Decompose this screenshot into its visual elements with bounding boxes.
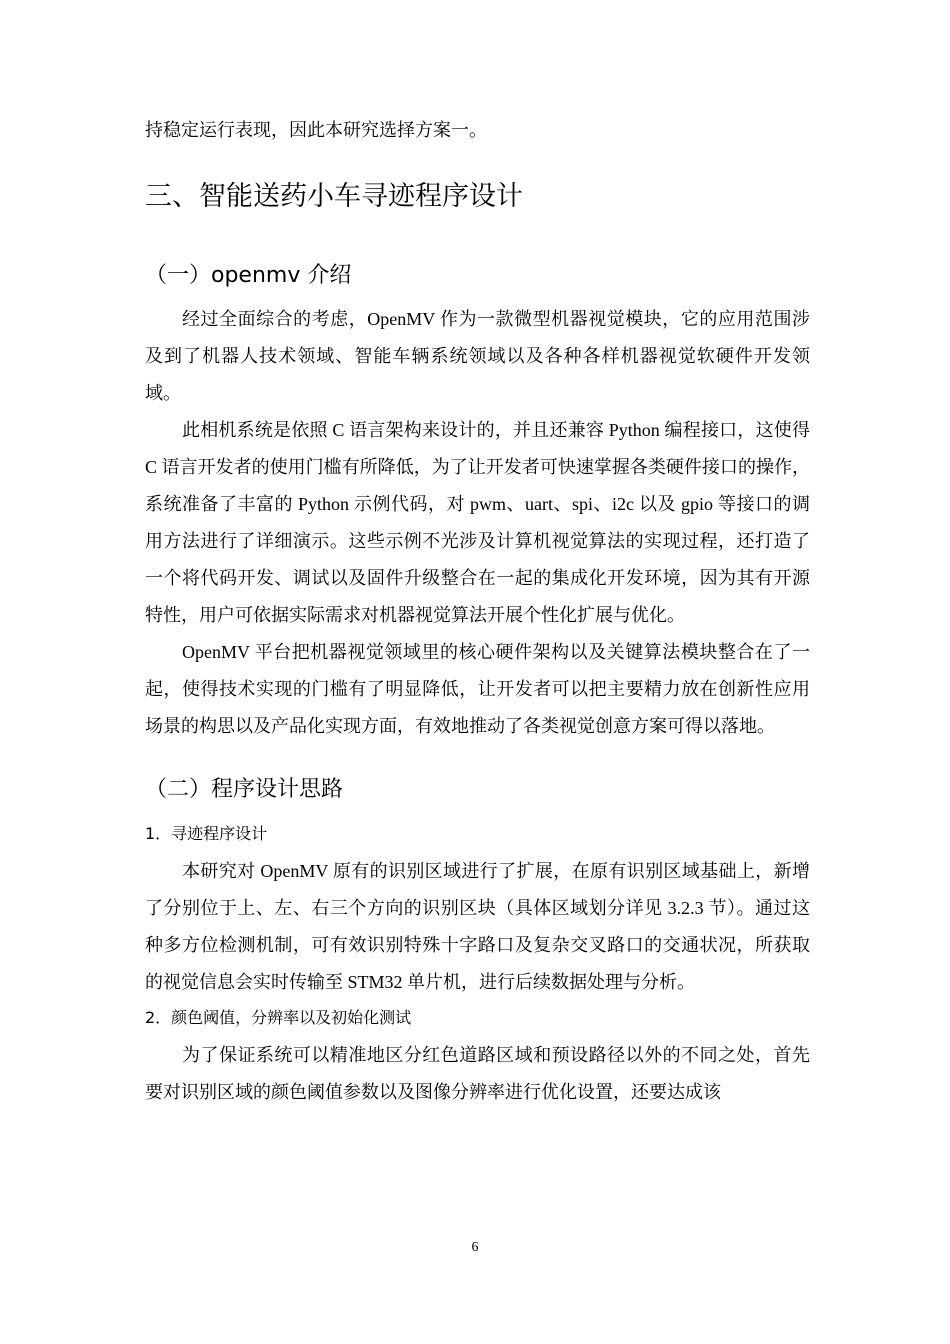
body-paragraph: 经过全面综合的考虑，OpenMV 作为一款微型机器视觉模块，它的应用范围涉及到了机器人技术领域、智能车辆系统领域以及各种各样机器视觉软硬件开发领域。 xyxy=(145,309,810,403)
body-paragraph: 此相机系统是依照 C 语言架构来设计的，并且还兼容 Python 编程接口，这使得 C 语言开发者的使用门槛有所降低，为了让开发者可快速掌握各类硬件接口的操作，系统准备了丰富的 Python 示例代码，对 pwm、uart、spi、i2c 以及 gpio 等接口的调用方法进行了详细演示。这些示例不光涉及计算机视觉算法的实现过程，还打造了一个将代码开发、调试以及固件升级整合在一起的集成化开发环境，因为其有开源特性，用户可依据实际需求对机器视觉算法开展个性化扩展与优化。 xyxy=(145,420,810,625)
section-title-openmv: （一）openmv 介绍 xyxy=(145,263,352,288)
section-title-design: （二）程序设计思路 xyxy=(145,777,344,802)
page-content xyxy=(145,112,810,1111)
body-paragraph: OpenMV 平台把机器视觉领域里的核心硬件架构以及关键算法模块整合在了一起，使得技术实现的门槛有了明显降低，让开发者可以把主要精力放在创新性应用场景的构思以及产品化实现方面，有效地推动了各类视觉创意方案可得以落地。 xyxy=(145,642,810,736)
subsection-title-tracking: 1．寻迹程序设计 xyxy=(145,824,268,843)
body-paragraph: 本研究对 OpenMV 原有的识别区域进行了扩展，在原有识别区域基础上，新增了分别位于上、左、右三个方向的识别区块（具体区域划分详见 3.2.3 节）。通过这种多方位检测机制，可有效识别特殊十字路口及复杂交叉路口的交通状况，所获取的视觉信息会实时传输至 STM32 单片机，进行后续数据处理与分析。 xyxy=(145,861,810,992)
page-number: 6 xyxy=(471,1240,479,1255)
subsection-title-threshold: 2．颜色阈值，分辨率以及初始化测试 xyxy=(145,1008,412,1027)
lead-paragraph: 持稳定运行表现，因此本研究选择方案一。 xyxy=(145,120,487,140)
body-paragraph: 为了保证系统可以精准地区分红色道路区域和预设路径以外的不同之处，首先要对识别区域的颜色阈值参数以及图像分辨率进行优化设置，还要达成该 xyxy=(145,1045,810,1102)
chapter-title: 三、智能送药小车寻迹程序设计 xyxy=(145,181,523,212)
